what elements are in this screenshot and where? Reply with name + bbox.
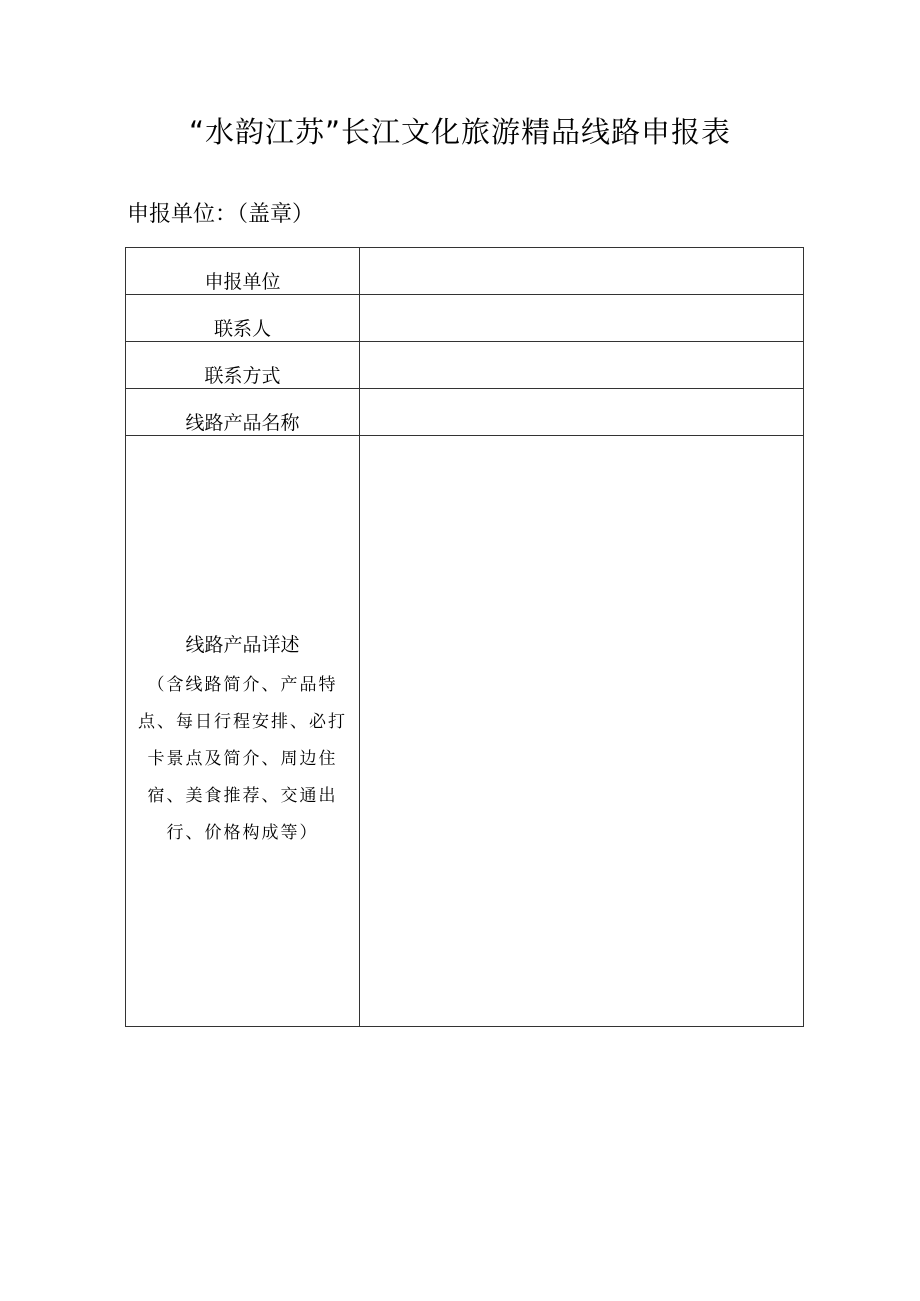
detail-note-line: 宿、美食推荐、交通出	[147, 786, 338, 806]
application-form-table	[125, 247, 804, 1027]
applicant-seal-line: 申报单位：（盖章）	[127, 202, 315, 227]
label-route-product-name: 线路产品名称	[126, 389, 360, 436]
label-contact-person: 联系人	[126, 295, 360, 342]
detail-note	[126, 667, 359, 852]
table-row	[126, 342, 804, 389]
table-row	[126, 248, 804, 295]
field-applicant-unit[interactable]	[360, 248, 804, 295]
detail-note-line: 点、每日行程安排、必打	[138, 712, 347, 732]
detail-note-line: 卡景点及简介、周边住	[147, 749, 338, 769]
label-contact-method: 联系方式	[126, 342, 360, 389]
field-route-product-name[interactable]	[360, 389, 804, 436]
label-route-product-details	[126, 436, 360, 1027]
field-route-product-details[interactable]	[360, 436, 804, 1027]
detail-note-line: （含线路简介、产品特	[147, 675, 338, 695]
table-row	[126, 436, 804, 1027]
detail-note-line: 行、价格构成等）	[166, 823, 319, 843]
label-applicant-unit: 申报单位	[126, 248, 360, 295]
detail-heading: 线路产品详述	[185, 634, 300, 656]
table-row	[126, 389, 804, 436]
field-contact-method[interactable]	[360, 342, 804, 389]
page-title: “水韵江苏”长江文化旅游精品线路申报表	[188, 115, 732, 149]
table-row	[126, 295, 804, 342]
field-contact-person[interactable]	[360, 295, 804, 342]
